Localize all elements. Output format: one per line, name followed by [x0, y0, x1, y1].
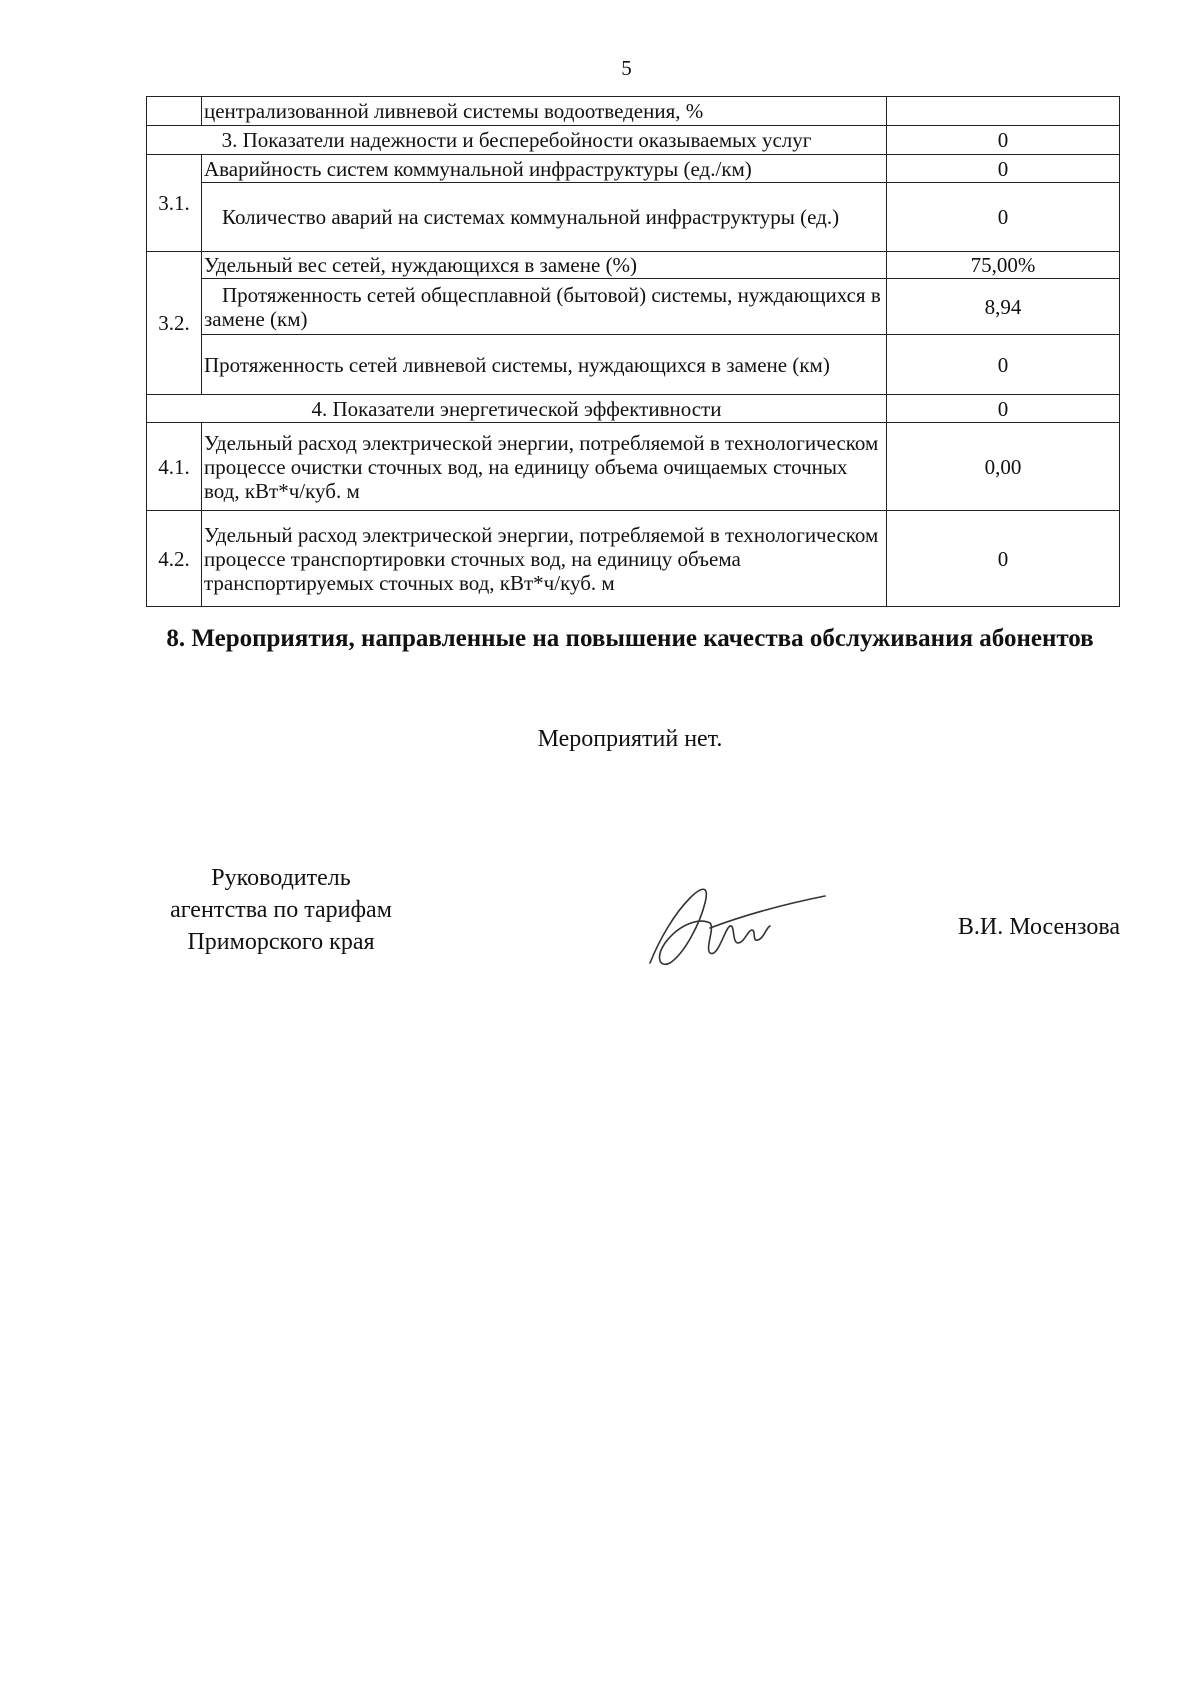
signatory-title	[126, 862, 436, 958]
section-value: 0	[887, 395, 1120, 423]
row-number: 3.1.	[147, 155, 202, 252]
table-row	[147, 511, 1120, 607]
section-title: 3. Показатели надежности и бесперебойности оказываемых услуг	[147, 126, 887, 155]
row-value	[887, 97, 1120, 126]
row-number: 4.2.	[147, 511, 202, 607]
page-number: 5	[621, 56, 632, 80]
row-value: 75,00%	[887, 252, 1120, 279]
row-value: 0	[887, 335, 1120, 395]
row-number: 4.1.	[147, 423, 202, 511]
row-description: Аварийность систем коммунальной инфраструктуры (ед./км)	[202, 155, 887, 183]
row-description: Количество аварий на системах коммунальной инфраструктуры (ед.)	[202, 183, 887, 252]
row-description: Протяженность сетей общесплавной (бытовой) системы, нуждающихся в замене (км)	[202, 279, 887, 335]
row-number: 3.2.	[147, 252, 202, 395]
table-row	[147, 423, 1120, 511]
row-value: 0	[887, 155, 1120, 183]
table-row	[147, 335, 1120, 395]
row-value: 0,00	[887, 423, 1120, 511]
row-description: Удельный расход электрической энергии, потребляемой в технологическом процессе транспортировки сточных вод, на единицу объема транспортируемых сточных вод, кВт*ч/куб. м	[202, 511, 887, 607]
row-value: 0	[887, 183, 1120, 252]
row-value: 0	[887, 511, 1120, 607]
row-number-cell	[147, 97, 202, 126]
row-description: Удельный расход электрической энергии, потребляемой в технологическом процессе очистки сточных вод, на единицу объема очищаемых сточных вод, кВт*ч/куб. м	[202, 423, 887, 511]
signatory-title-line: Руководитель	[211, 865, 351, 891]
table-row	[147, 279, 1120, 335]
signatory-title-line: агентства по тарифам	[170, 897, 392, 923]
row-description: централизованной ливневой системы водоотведения, %	[202, 97, 887, 126]
section-row	[147, 126, 1120, 155]
handwritten-signature	[640, 868, 830, 978]
table-row	[147, 155, 1120, 183]
section-value: 0	[887, 126, 1120, 155]
section-heading: 8. Мероприятия, направленные на повышение качества обслуживания абонентов	[166, 625, 1094, 652]
row-value: 8,94	[887, 279, 1120, 335]
section-row	[147, 395, 1120, 423]
table-row	[147, 252, 1120, 279]
row-description: Протяженность сетей ливневой системы, нуждающихся в замене (км)	[202, 335, 887, 395]
section-title: 4. Показатели энергетической эффективности	[147, 395, 887, 423]
indicators-table	[146, 96, 1120, 607]
measures-text: Мероприятий нет.	[537, 726, 723, 752]
signatory-name: В.И. Мосензова	[957, 914, 1120, 940]
table-row	[147, 97, 1120, 126]
table-row	[147, 183, 1120, 252]
row-description: Удельный вес сетей, нуждающихся в замене (%)	[202, 252, 887, 279]
signatory-title-line: Приморского края	[187, 929, 375, 955]
